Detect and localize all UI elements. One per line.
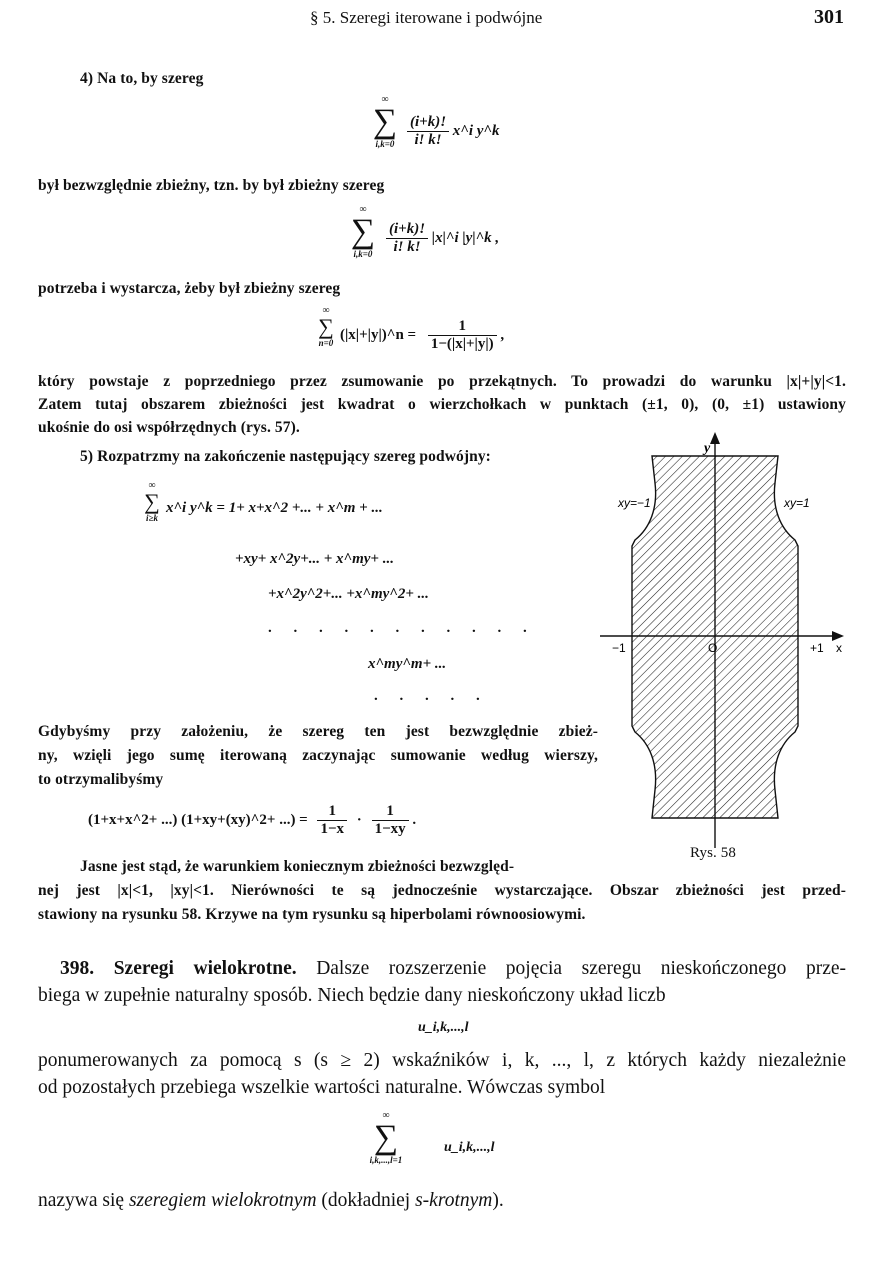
x-axis-label: x — [836, 641, 842, 655]
item5-sum-lower: i≥k — [146, 513, 158, 523]
sigma-symbol: ∑ — [144, 489, 160, 514]
series3-term: (|x|+|y|)^n = — [340, 327, 417, 343]
y-axis-arrow — [710, 432, 720, 444]
series3-upper: ∞ — [322, 305, 330, 316]
series3-trail: , — [500, 327, 505, 343]
series2-term: |x|^i |y|^k , — [431, 230, 500, 246]
section398-para2-line1: ponumerowanych za pomocą s (s ≥ 2) wskaźników i, k, ..., l, z których każdy niezależnie — [38, 1050, 846, 1071]
item5-sum-upper: ∞ — [148, 480, 156, 491]
series1-upper: ∞ — [381, 94, 389, 105]
series1-sigma — [370, 94, 400, 149]
final-term-s-fold: s-krotnym — [415, 1190, 493, 1211]
item4-line3: potrzeba i wystarcza, żeby był zbieżny szereg — [38, 280, 341, 297]
item4-para-line3: ukośnie do osi współrzędnych (rys. 57). — [38, 419, 300, 436]
series3-sigma — [314, 305, 338, 348]
sigma-symbol: ∑ — [318, 314, 334, 339]
item5-row3: +x^2y^2+... +x^my^2+ ... — [268, 586, 429, 602]
series3-expression — [340, 318, 504, 353]
page-number: 301 — [814, 6, 844, 28]
section398-title: Szeregi wielokrotne. — [113, 958, 297, 979]
series2-fraction — [386, 221, 499, 256]
right-curve-label: xy=1 — [784, 496, 810, 510]
sigma-symbol: ∑ — [350, 213, 376, 250]
left-curve-label: xy=−1 — [618, 496, 651, 510]
section398-sigma — [366, 1110, 406, 1165]
series3-numerator: 1 — [428, 318, 497, 336]
series2-upper: ∞ — [359, 204, 367, 215]
item5-frac2-denominator: 1−xy — [374, 821, 406, 837]
item5-para2-line2: nej jest |x|<1, |xy|<1. Nierówności te są jednocześnie wystarczające. Obszar zbieżności jest przed- — [38, 882, 846, 899]
item5-para2-line3: stawiony na rysunku 58. Krzywe na tym rysunku są hiperbolami równoosiowymi. — [38, 906, 586, 923]
item5-trail: . — [412, 812, 417, 828]
section398-line1 — [60, 958, 846, 980]
figure-rys58 — [600, 428, 870, 848]
series3-lower: n=0 — [318, 338, 334, 348]
item5-row4: . . . . . . . . . . . — [268, 620, 536, 636]
series2-denominator: i! k! — [393, 239, 421, 255]
item5-product-left: (1+x+x^2+ ...) (1+xy+(xy)^2+ ...) = — [88, 812, 308, 828]
item4-para-line1: który powstaje z poprzedniego przez zsumowanie po przekątnych. To prowadzi do warunku |x|+|y|<1. — [38, 373, 846, 390]
item5-row5: x^my^m+ ... — [368, 656, 447, 672]
section398-sum-upper: ∞ — [382, 1110, 390, 1121]
x-axis-arrow — [832, 631, 844, 641]
section398-number: 398. — [60, 958, 95, 979]
item5-row1: x^i y^k = 1+ x+x^2 +... + x^m + ... — [166, 500, 383, 516]
item5-row6: . . . . . — [374, 688, 489, 704]
section398-para1-line1: Dalsze rozszerzenie pojęcia szeregu nieskończonego prze- — [316, 958, 846, 979]
item5-product — [88, 803, 416, 838]
right-tick-label: +1 — [810, 641, 824, 655]
section398-para1-line2: biega w zupełnie naturalny sposób. Niech będzie dany nieskończony układ liczb — [38, 985, 666, 1006]
item5-intro: 5) Rozpatrzmy na zakończenie następujący szereg podwójny: — [80, 448, 491, 465]
series3-denominator: 1−(|x|+|y|) — [430, 336, 494, 352]
section398-sum-term: u_i,k,...,l — [444, 1140, 495, 1155]
figure-caption: Rys. 58 — [690, 845, 736, 861]
sigma-symbol: ∑ — [373, 1119, 399, 1156]
item5-para1-line2: ny, wzięli jego sumę iterowaną zaczynając sumowanie według wierszy, — [38, 747, 598, 764]
y-axis-label: y — [704, 441, 711, 456]
item4-intro: 4) Na to, by szereg — [80, 70, 204, 87]
series1-numerator: (i+k)! — [407, 114, 449, 132]
item5-para1-line1: Gdybyśmy przy założeniu, że szereg ten jest bezwzględnie zbież- — [38, 723, 598, 740]
series1-term: x^i y^k — [452, 123, 500, 139]
item4-line2: był bezwzględnie zbieżny, tzn. by był zbieżny szereg — [38, 177, 385, 194]
item5-dot: · — [356, 812, 362, 828]
item4-para-line2: Zatem tutaj obszarem zbieżności jest kwadrat o wierzchołkach w punktach (±1, 0), (0, ±1) ustawiony — [38, 396, 846, 413]
item5-row2: +xy+ x^2y+... + x^my+ ... — [235, 551, 394, 567]
series2-lower: i,k=0 — [353, 249, 373, 259]
item5-sigma — [140, 480, 164, 523]
origin-label: O — [708, 641, 718, 655]
series1-denominator: i! k! — [414, 132, 442, 148]
section398-para2-line2: od pozostałych przebiega wszelkie wartości naturalne. Wówczas symbol — [38, 1077, 606, 1098]
section398-final-line — [38, 1190, 504, 1212]
item5-para2-line1: Jasne jest stąd, że warunkiem koniecznym zbieżności bezwzględ- — [80, 858, 515, 875]
sigma-symbol: ∑ — [372, 103, 398, 140]
section398-sum-lower: i,k,...,l=1 — [369, 1155, 403, 1165]
series2-numerator: (i+k)! — [386, 221, 428, 239]
final-pre: nazywa się — [38, 1190, 129, 1211]
item5-frac2-numerator: 1 — [372, 803, 409, 821]
series1-fraction — [407, 114, 499, 149]
series2-sigma — [348, 204, 378, 259]
final-post: ). — [492, 1190, 504, 1211]
section398-term: u_i,k,...,l — [418, 1020, 469, 1035]
final-mid: (dokładniej — [316, 1190, 416, 1211]
series1-lower: i,k=0 — [375, 139, 395, 149]
item5-para1-line3: to otrzymalibyśmy — [38, 771, 164, 788]
final-term-multiple-series: szeregiem wielokrotnym — [128, 1190, 317, 1211]
section-header: § 5. Szeregi iterowane i podwójne — [310, 8, 543, 27]
item5-frac1-numerator: 1 — [317, 803, 347, 821]
item5-frac1-denominator: 1−x — [320, 821, 345, 837]
left-tick-label: −1 — [612, 641, 626, 655]
